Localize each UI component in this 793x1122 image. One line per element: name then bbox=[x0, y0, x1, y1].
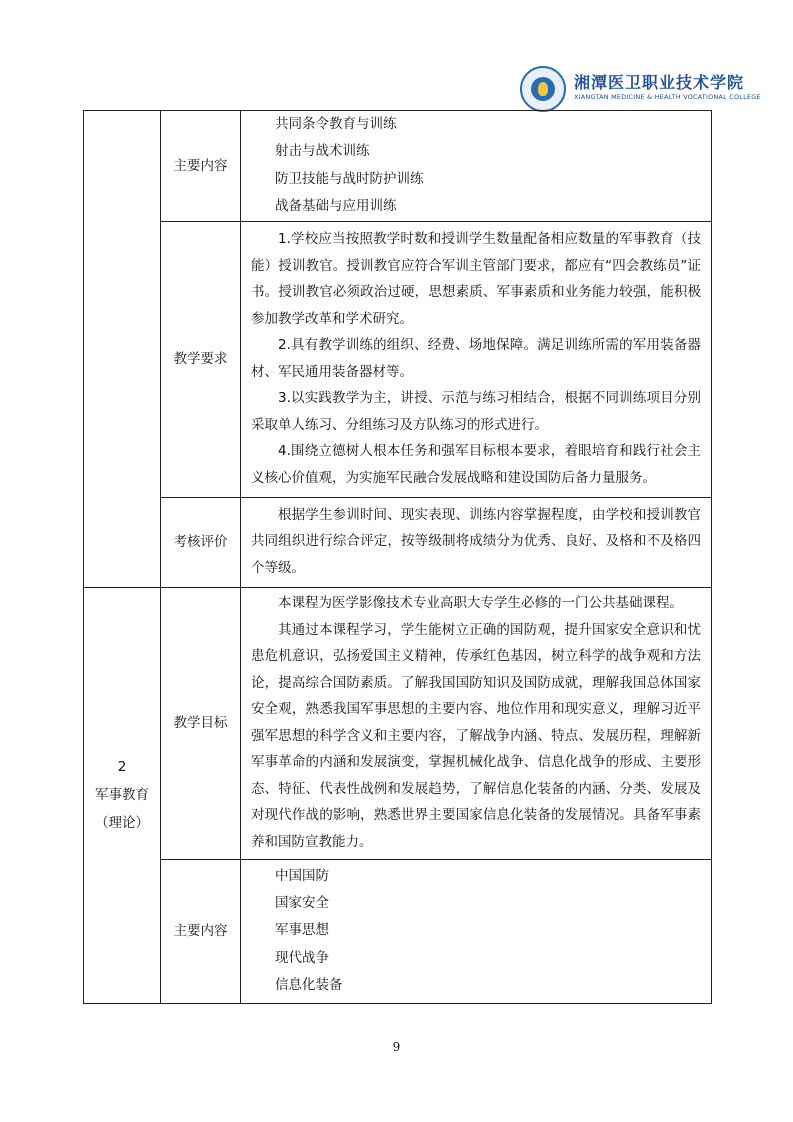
list-item: 共同条令教育与训练 bbox=[275, 116, 397, 132]
list-item: 战备基础与应用训练 bbox=[275, 198, 397, 215]
college-logo-icon bbox=[520, 66, 566, 112]
row-label-assessment: 考核评价 bbox=[161, 497, 241, 587]
paragraph: 1.学校应当按照教学时数和授训学生数量配备相应数量的军事教育（技能）授训教官。授训教官应符合军训主管部门要求，都应有“四会教练员”证书。授训教官必须政治过硬，思想素质、军事素质和业务能力较强，能积极参加教学改革和学术研究。 bbox=[251, 231, 701, 327]
table-row bbox=[84, 111, 712, 222]
table-row bbox=[84, 587, 712, 859]
table-row bbox=[84, 497, 712, 587]
assessment-text bbox=[241, 497, 712, 587]
list-item: 现代战争 bbox=[275, 949, 329, 966]
table-row bbox=[84, 859, 712, 1003]
list-item: 国家安全 bbox=[275, 895, 329, 912]
list-item: 信息化装备 bbox=[275, 977, 343, 994]
paragraph: 2.具有教学训练的组织、经费、场地保障。满足训练所需的军用装备器材、军民通用装备器材等。 bbox=[251, 337, 701, 380]
row-label-teaching-goal: 教学目标 bbox=[161, 587, 241, 859]
paragraph: 根据学生参训时间、现实表现、训练内容掌握程度，由学校和授训教官共同组织进行综合评定，按等级制将成绩分为优秀、良好、及格和不及格四个等级。 bbox=[251, 506, 701, 576]
paragraph: 3.以实践教学为主，讲授、示范与练习相结合，根据不同训练项目分别采取单人练习、分组练习及方队练习的形式进行。 bbox=[251, 390, 701, 433]
college-name: 湘潭医卫职业技术学院 bbox=[574, 73, 745, 92]
course-cell bbox=[84, 587, 161, 1003]
course-name: 军事教育 bbox=[95, 787, 149, 804]
teaching-goal bbox=[241, 587, 712, 859]
course-table bbox=[83, 110, 712, 1004]
row-label-teaching-requirements: 教学要求 bbox=[161, 221, 241, 497]
main-content-list bbox=[241, 111, 712, 222]
row-label-main-content: 主要内容 bbox=[161, 859, 241, 1003]
table-row bbox=[84, 221, 712, 497]
list-item: 射击与战术训练 bbox=[275, 143, 370, 160]
college-header bbox=[520, 66, 760, 112]
course-index: 2 bbox=[117, 759, 127, 776]
list-item: 防卫技能与战时防护训练 bbox=[275, 170, 424, 187]
paragraph: 4.围绕立德树人根本任务和强军目标根本要求，着眼培育和践行社会主义核心价值观，为实施军民融合发展战略和建设国防后备力量服务。 bbox=[251, 443, 701, 486]
teaching-requirements bbox=[241, 221, 712, 497]
main-content-list bbox=[241, 859, 712, 1003]
list-item: 中国国防 bbox=[275, 867, 329, 884]
row-label-main-content: 主要内容 bbox=[161, 111, 241, 222]
paragraph: 本课程为医学影像技术专业高职大专学生必修的一门公共基础课程。 bbox=[278, 595, 683, 612]
course-cell-continued bbox=[84, 111, 161, 588]
course-type: （理论） bbox=[95, 815, 149, 832]
page-number: 9 bbox=[392, 1040, 401, 1054]
college-name-en: XIANGTAN MEDICINE & HEALTH VOCATIONAL COLLEGE bbox=[574, 93, 761, 101]
list-item: 军事思想 bbox=[275, 922, 329, 939]
paragraph: 其通过本课程学习，学生能树立正确的国防观，提升国家安全意识和忧患危机意识，弘扬爱国主义精神，传承红色基因，树立科学的战争观和方法论，提高综合国防素质。了解我国国防知识及国防成就，理解我国总体国家安全观，熟悉我国军事思想的主要内容、地位作用和现实意义，理解习近平强军思想的科学含义和主要内容，了解战争内涵、特点、发展历程，理解新军事革命的内涵和发展演变，掌握机械化战争、信息化战争的形成、主要形态、特征、代表性战例和发展趋势，了解信息化装备的内涵、分类、发展及对现代作战的影响，熟悉世界主要国家信息化装备的发展情况。具备军事素养和国防宣教能力。 bbox=[251, 621, 701, 850]
